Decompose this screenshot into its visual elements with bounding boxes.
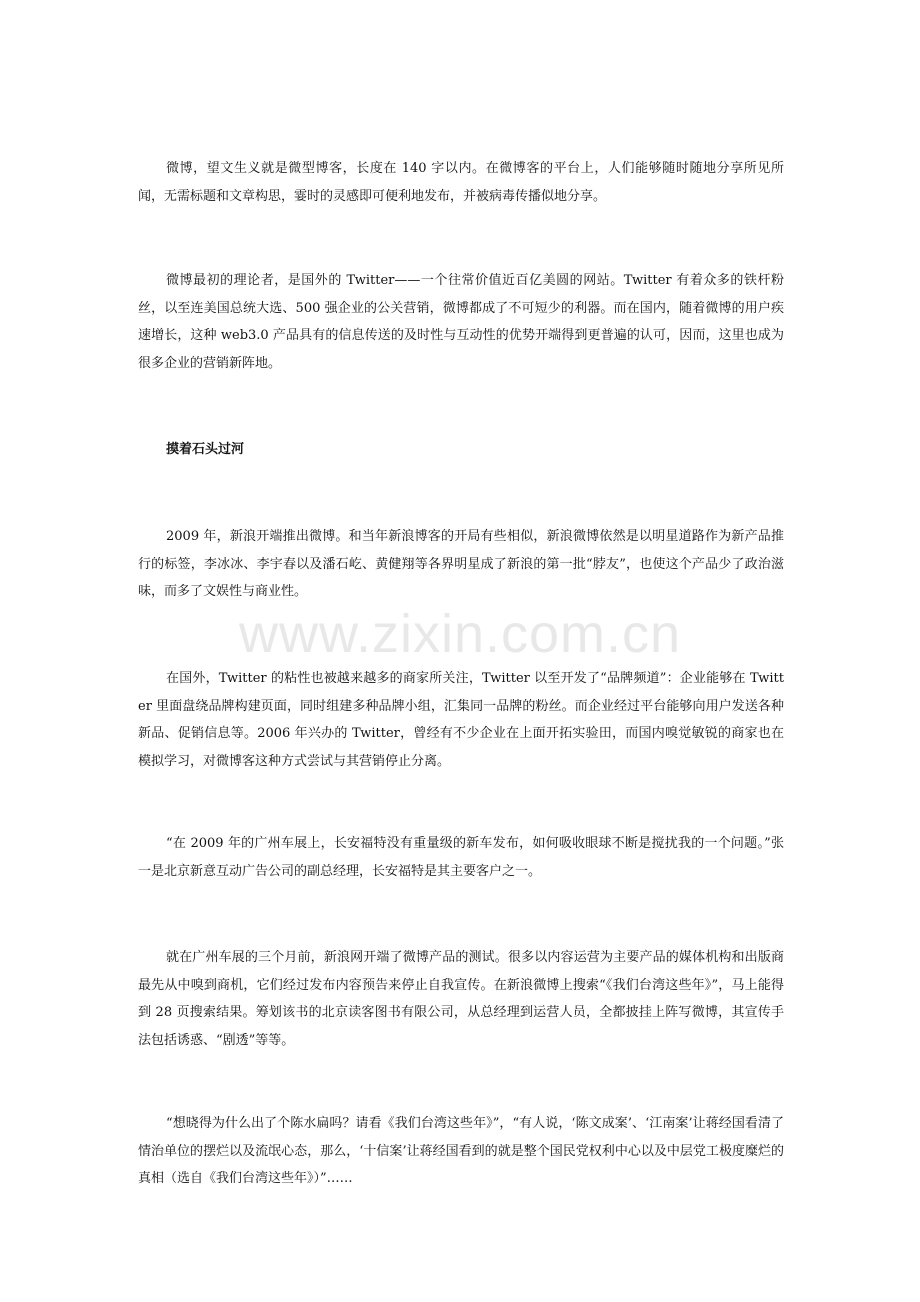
paragraph-5: “在 2009 年的广州车展上，长安福特没有重量级的新车发布，如何吸收眼球不断是搅扰我的一个问题。”张一是北京新意互动广告公司的副总经理，长安福特是其主要客户之一。 [138,836,784,879]
section-heading: 摸着石头过河 [166,442,245,457]
paragraph-6: 就在广州车展的三个月前，新浪网开端了微博产品的测试。很多以内容运营为主要产品的媒体机构和出版商最先从中嗅到商机，它们经过发布内容预告来停止自我宣传。在新浪微博上搜索“《我们台湾这些年》”，马上能得到 28 页搜索结果。筹划该书的北京读客图书有限公司，从总经理到运营人员，全都披挂上阵写微博，其宣传手法包括诱惑、“剧透”等等。 [138,950,784,1048]
paragraph-4: 在国外，Twitter 的粘性也被越来越多的商家所关注，Twitter 以至开发了“品牌频道”：企业能够在 Twitter 里面盘绕品牌构建页面，同时组建多种品牌小组，汇集同一品牌的粉丝。而企业经过平台能够向用户发送各种新品、促销信息等。2006 年兴办的 Twitter，曾经有不少企业在上面开拓实验田，而国内嗅觉敏锐的商家也在模拟学习，对微博客这种方式尝试与其营销停止分离。 [138,671,784,769]
paragraph-1: 微博，望文生义就是微型博客，长度在 140 字以内。在微博客的平台上，人们能够随时随地分享所见所闻，无需标题和文章构思，霎时的灵感即可便利地发布，并被病毒传播似地分享。 [138,161,784,204]
watermark: www.zixin.com.cn [238,604,682,664]
paragraph-3: 2009 年，新浪开端推出微博。和当年新浪博客的开局有些相似，新浪微博依然是以明星道路作为新产品推行的标签，李冰冰、李宇春以及潘石屹、黄健翔等各界明星成了新浪的第一批“脖友”，也使这个产品少了政治滋味，而多了文娱性与商业性。 [138,529,784,599]
paragraph-2: 微博最初的理论者，是国外的 Twitter——一个往常价值近百亿美圆的网站。Twitter 有着众多的铁杆粉丝，以至连美国总统大选、500 强企业的公关营销，微博都成了不可短少的利器。而在国内，随着微博的用户疾速增长，这种 web3.0 产品具有的信息传送的及时性与互动性的优势开端得到更普遍的认可，因而，这里也成为很多企业的营销新阵地。 [138,273,784,371]
paragraph-7: “想晓得为什么出了个陈水扁吗？请看《我们台湾这些年》”，“有人说，‘陈文成案’、‘江南案’让蒋经国看清了情治单位的摆烂以及流氓心态，那么，‘十信案’让蒋经国看到的就是整个国民党权利中心以及中层党工极度糜烂的真相（选自《我们台湾这些年》）”…… [138,1116,784,1186]
